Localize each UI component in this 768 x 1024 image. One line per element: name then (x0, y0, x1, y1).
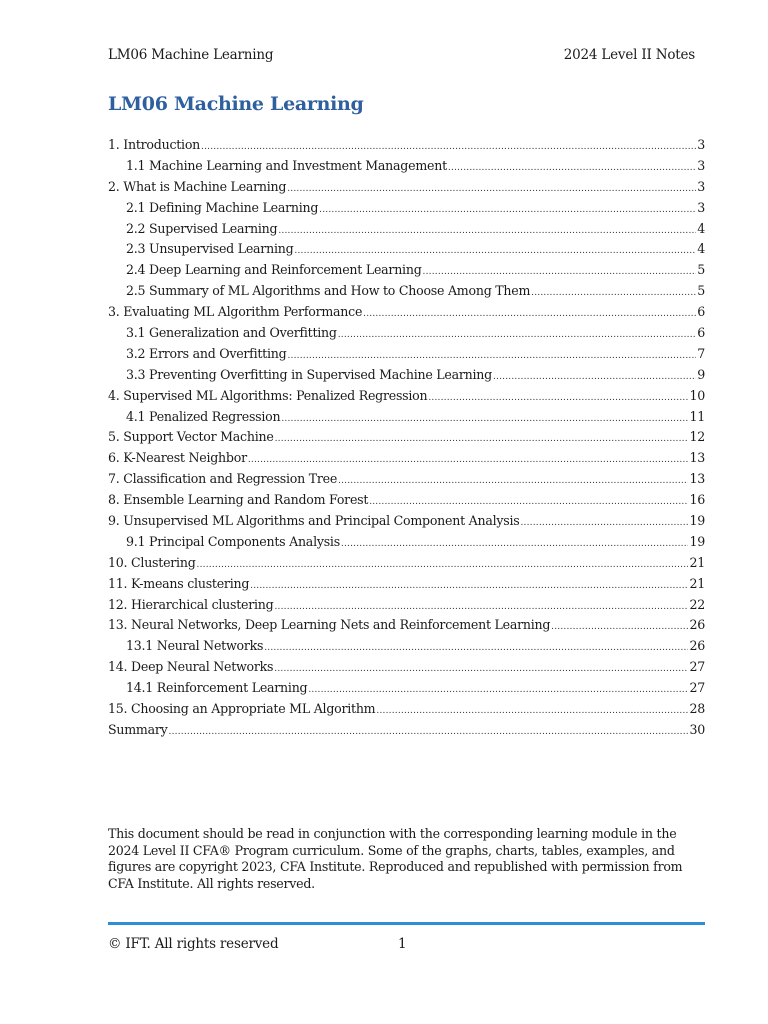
toc-entry-label: 7. Classification and Regression Tree (108, 471, 338, 487)
toc-dot-leader (287, 351, 696, 361)
toc-entry-label: 3.3 Preventing Overfitting in Supervised Machine Learning (126, 366, 492, 382)
toc-entry-label: 9. Unsupervised ML Algorithms and Principal Component Analysis (108, 513, 520, 529)
toc-entry[interactable] (108, 597, 705, 618)
toc-entry[interactable] (108, 283, 705, 304)
toc-entry[interactable] (108, 701, 705, 722)
toc-entry-page: 4 (697, 241, 705, 257)
toc-dot-leader (551, 622, 688, 632)
toc-entry[interactable] (108, 576, 705, 597)
toc-entry-label: 2.2 Supervised Learning (126, 220, 278, 236)
toc-entry[interactable] (108, 513, 705, 534)
toc-dot-leader (250, 581, 688, 591)
toc-entry[interactable] (108, 429, 705, 450)
copyright-notice: This document should be read in conjunction with the corresponding learning module in the 2024 Level II CFA® Program curriculum. Some of the graphs, charts, tables, examples, and figures are copyright 2023, CFA Institute. Reproduced and republished with permission from CFA Institute. All rights reserved. (108, 826, 683, 891)
toc-dot-leader (341, 539, 689, 549)
toc-entry-label: 10. Clustering (108, 554, 196, 570)
toc-dot-leader (308, 685, 688, 695)
toc-dot-leader (264, 643, 688, 653)
toc-dot-leader (319, 205, 696, 215)
toc-entry-label: 9.1 Principal Components Analysis (126, 533, 340, 549)
toc-entry-label: 14. Deep Neural Networks (108, 659, 274, 675)
toc-dot-leader (275, 434, 689, 444)
footer-copyright: © IFT. All rights reserved (108, 936, 279, 952)
toc-entry-page: 3 (697, 137, 705, 152)
toc-dot-leader (520, 518, 688, 528)
toc-dot-leader (169, 727, 689, 737)
toc-dot-leader (294, 246, 696, 256)
toc-entry[interactable] (108, 450, 705, 471)
toc-dot-leader (248, 455, 689, 465)
toc-entry-label: Summary (108, 721, 168, 737)
toc-dot-leader (376, 706, 688, 716)
toc-entry-page: 26 (689, 617, 705, 633)
toc-dot-leader (287, 184, 696, 194)
toc-entry-label: 1. Introduction (108, 137, 201, 152)
toc-dot-leader (338, 330, 697, 340)
toc-dot-leader (274, 602, 688, 612)
toc-entry-label: 4. Supervised ML Algorithms: Penalized Regression (108, 387, 428, 403)
toc-dot-leader (197, 560, 689, 570)
toc-dot-leader (201, 142, 696, 152)
toc-entry-label: 11. K-means clustering (108, 575, 250, 591)
toc-entry-label: 1.1 Machine Learning and Investment Management (126, 157, 447, 173)
header-level-notes: 2024 Level II Notes (563, 47, 695, 63)
toc-entry[interactable] (108, 221, 705, 242)
toc-entry[interactable] (108, 471, 705, 492)
toc-entry-page: 11 (689, 408, 705, 424)
toc-entry-label: 2.4 Deep Learning and Reinforcement Learning (126, 262, 422, 278)
toc-entry[interactable] (108, 367, 705, 388)
toc-entry-label: 3.2 Errors and Overfitting (126, 345, 287, 361)
toc-entry-page: 9 (697, 366, 705, 382)
toc-entry-label: 2.1 Defining Machine Learning (126, 199, 319, 215)
toc-entry-page: 10 (689, 387, 705, 403)
toc-entry-page: 30 (689, 721, 705, 737)
toc-dot-leader (531, 288, 696, 298)
toc-entry-page: 21 (689, 575, 705, 591)
toc-entry[interactable] (108, 388, 705, 409)
toc-entry[interactable] (108, 262, 705, 283)
toc-entry[interactable] (108, 241, 705, 262)
footer-page-number: 1 (398, 936, 407, 952)
toc-entry-page: 5 (697, 283, 705, 299)
toc-dot-leader (369, 497, 688, 507)
toc-entry-label: 13. Neural Networks, Deep Learning Nets and Reinforcement Learning (108, 617, 551, 633)
toc-entry-label: 6. K-Nearest Neighbor (108, 450, 247, 466)
toc-entry[interactable] (108, 179, 705, 200)
toc-entry-page: 21 (689, 554, 705, 570)
toc-entry-label: 4.1 Penalized Regression (126, 408, 281, 424)
footer-divider (108, 922, 705, 925)
toc-entry[interactable] (108, 555, 705, 576)
toc-entry-label: 3.1 Generalization and Overfitting (126, 325, 337, 341)
toc-entry-page: 27 (689, 659, 705, 675)
toc-entry[interactable] (108, 722, 705, 743)
page-header (108, 47, 695, 63)
toc-entry-page: 26 (689, 638, 705, 654)
toc-entry[interactable] (108, 200, 705, 221)
toc-entry-label: 3. Evaluating ML Algorithm Performance (108, 304, 363, 320)
toc-entry-page: 28 (689, 701, 705, 717)
toc-entry-label: 2.5 Summary of ML Algorithms and How to Choose Among Them (126, 283, 531, 299)
toc-entry-label: 14.1 Reinforcement Learning (126, 680, 308, 696)
toc-entry[interactable] (108, 158, 705, 179)
toc-entry-page: 7 (697, 345, 705, 361)
toc-entry[interactable] (108, 638, 705, 659)
toc-dot-leader (363, 309, 696, 319)
header-module-title: LM06 Machine Learning (108, 47, 274, 63)
toc-dot-leader (428, 393, 688, 403)
toc-entry[interactable] (108, 346, 705, 367)
toc-dot-leader (338, 476, 688, 486)
toc-entry-label: 5. Support Vector Machine (108, 429, 274, 445)
toc-entry[interactable] (108, 137, 705, 158)
toc-dot-leader (281, 414, 688, 424)
toc-entry-page: 3 (697, 199, 705, 215)
toc-dot-leader (274, 664, 688, 674)
toc-entry-page: 3 (697, 157, 705, 173)
toc-entry[interactable] (108, 304, 705, 325)
toc-entry-label: 12. Hierarchical clustering (108, 596, 274, 612)
toc-dot-leader (423, 267, 697, 277)
toc-entry-page: 5 (697, 262, 705, 278)
toc-entry[interactable] (108, 617, 705, 638)
toc-entry-page: 4 (697, 220, 705, 236)
toc-entry[interactable] (108, 409, 705, 430)
toc-entry-page: 22 (689, 596, 705, 612)
toc-entry-page: 19 (689, 513, 705, 529)
toc-entry-page: 19 (689, 533, 705, 549)
toc-entry-label: 2.3 Unsupervised Learning (126, 241, 294, 257)
toc-entry-page: 6 (697, 325, 705, 341)
toc-entry-page: 13 (689, 450, 705, 466)
toc-entry-label: 8. Ensemble Learning and Random Forest (108, 492, 369, 508)
document-title: LM06 Machine Learning (108, 93, 364, 115)
toc-entry[interactable] (108, 659, 705, 680)
toc-entry[interactable] (108, 325, 705, 346)
toc-entry-page: 13 (689, 471, 705, 487)
toc-entry-page: 3 (697, 178, 705, 194)
toc-entry-label: 2. What is Machine Learning (108, 178, 287, 194)
toc-entry[interactable] (108, 534, 705, 555)
toc-entry-page: 6 (697, 304, 705, 320)
toc-entry-label: 15. Choosing an Appropriate ML Algorithm (108, 701, 376, 717)
toc-entry-page: 12 (689, 429, 705, 445)
toc-dot-leader (278, 226, 696, 236)
toc-entry-page: 16 (689, 492, 705, 508)
toc-entry[interactable] (108, 492, 705, 513)
toc-entry[interactable] (108, 680, 705, 701)
toc-dot-leader (448, 163, 696, 173)
toc-dot-leader (493, 372, 696, 382)
table-of-contents (108, 137, 705, 743)
toc-entry-label: 13.1 Neural Networks (126, 638, 264, 654)
toc-entry-page: 27 (689, 680, 705, 696)
